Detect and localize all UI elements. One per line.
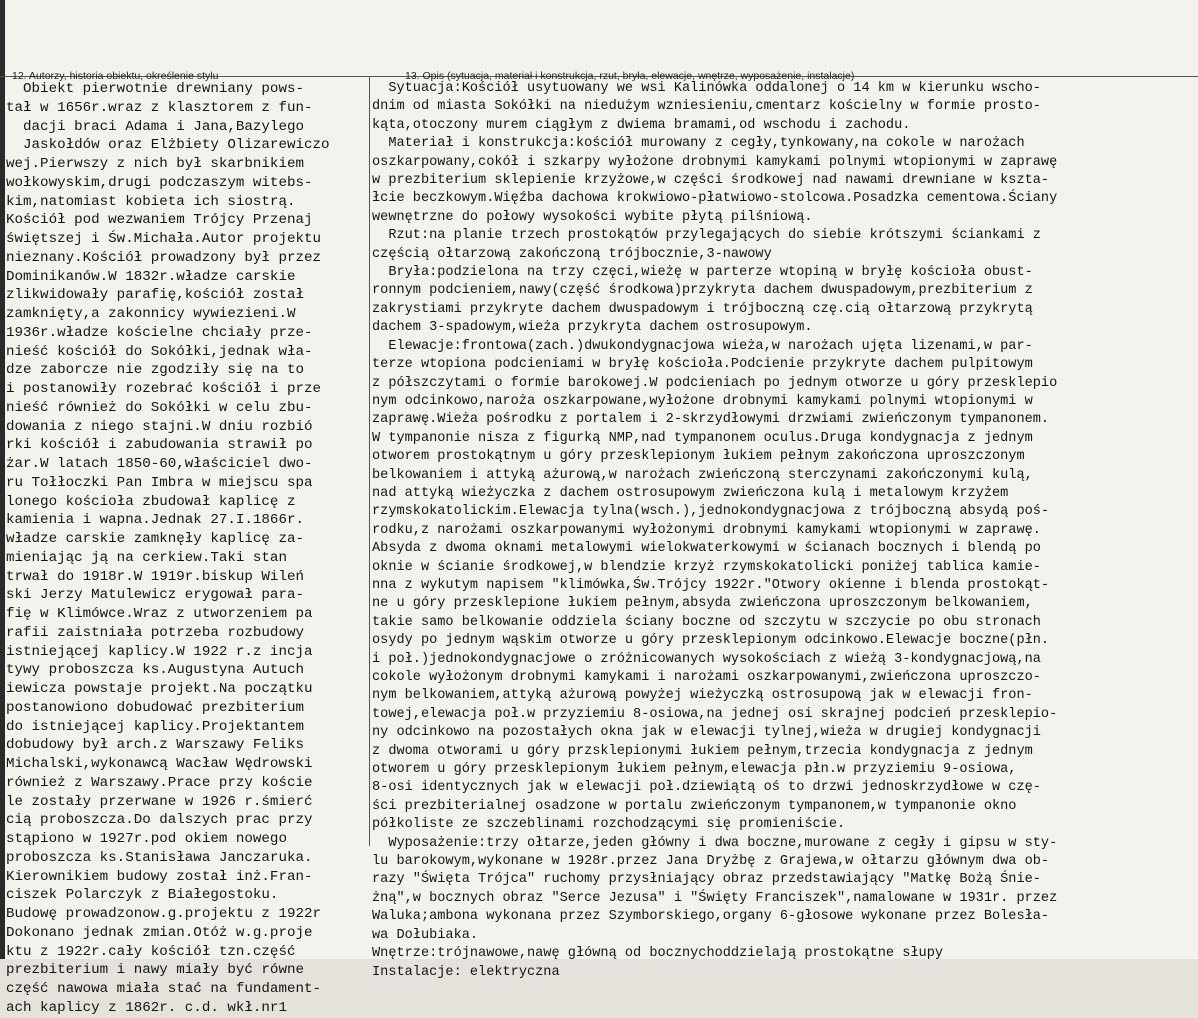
- description-text-line: Materiał i konstrukcja:kościół murowany z cegły,tynkowany,na cokole w narożach: [372, 136, 1025, 152]
- history-text-line: stąpiono w 1927r.pod okiem nowego: [6, 831, 287, 847]
- history-column: [6, 80, 330, 1018]
- description-text-line: kąta,otoczony murem ciągłym z dwiema bramami,od wschodu i zachodu.: [372, 117, 911, 133]
- description-text-line: w prezbiterium sklepienie krzyżowe,w części środkowej nad nawami drewniane w kszta-: [372, 173, 1050, 189]
- history-text-line: kim,natomiast kobieta ich siostrą.: [6, 193, 296, 210]
- description-text-line: Waluka;ambona wykonana przez Szymborskiego,organy 6-głosowe wykonane przez Bolesła-: [372, 909, 1050, 925]
- history-text-line: le zostały przerwane w 1926 r.śmierć: [6, 793, 313, 810]
- history-text-line: żar.W latach 1850-60,właściciel dwo-: [6, 456, 313, 472]
- history-text-line: Kościół pod wezwaniem Trójcy Przenaj: [6, 212, 313, 229]
- history-text-line: nieść również do Sokółki w celu zbu-: [6, 399, 313, 416]
- description-text-line: otworem u góry przesklepionym łukiem pełnym,elewacja płn.w przyziemiu 9-osiowa,: [372, 762, 1017, 778]
- description-text-line: Absyda z dwoma oknami metalowymi wielokwaterkowymi w ścianach bocznych i blendą po: [372, 541, 1041, 557]
- history-text-line: część nawowa miała stać na fundament-: [6, 981, 322, 997]
- description-text-line: nym odcinkowo,naroża oszkarpowane,wyłożone drobnymi kamykami polnymi wtopionymi w: [372, 393, 1033, 409]
- description-text-line: i poł.)jednokondygnacjowe o zróżnicowanych wysokościach z wieżą 3-kondygnacjową,na: [372, 651, 1041, 667]
- history-text-line: lonego kościoła zbudował kaplicę z: [6, 493, 296, 510]
- history-text-line: władze carskie zamknęły kaplicę za-: [6, 531, 304, 547]
- description-text-line: osydy po jednym wąskim otworze u góry przesklepionym odcinkowo.Elewacje boczne(płn.: [372, 633, 1050, 649]
- history-text-line: dobudowy był arch.z Warszawy Feliks: [6, 737, 304, 754]
- history-text-line: Dokonano jednak zmian.Otóż w.g.proje: [6, 924, 313, 941]
- description-text-line: otworem prostokątnym u góry przesklepionym łukiem pełnym zakończona uproszczonym: [372, 449, 1025, 465]
- history-text-line: Kierownikiem budowy został inż.Fran-: [6, 868, 313, 885]
- description-text-line: częścią ołtarzową zakończoną trójbocznie,3-nawowy: [372, 246, 772, 262]
- history-text-line: wej.Pierwszy z nich był skarbnikiem: [6, 156, 304, 172]
- history-text-line: rki kościół i zabudowania strawił po: [6, 437, 313, 454]
- history-text-line: świętszej i Św.Michała.Autor projektu: [6, 231, 322, 247]
- description-text-line: takie samo belkowanie oddziela ściany boczne od szczytu w szczycie po obu stronach: [372, 614, 1041, 630]
- history-text-line: prezbiterium i nawy miały być równe: [6, 962, 304, 979]
- history-text-line: ciszek Polarczyk z Białegostoku.: [6, 887, 279, 904]
- description-text-line: ści prezbiterialnej osadzone w portalu zwieńczonym tympanonem,w tympanonie okno: [372, 798, 1017, 814]
- history-text-line: mieniając ją na cerkiew.Taki stan: [6, 549, 287, 566]
- history-text-line: ski Jerzy Matulewicz erygował para-: [6, 587, 304, 604]
- description-text-line: nna z wykutym napisem "klimówka,Św.Trójcy 1922r."Otwory okienne i blenda prostokąt-: [372, 577, 1050, 593]
- description-text-line: cokole wyłożonym drobnymi kamykami i narożami oszkarpowanymi,zwieńczona uproszczo-: [372, 670, 1041, 685]
- description-text-line: półkoliste ze szczeblinami rozchodzącymi się promieniście.: [372, 817, 846, 833]
- description-text-line: nad attyką wieżyczka z dachem ostrosupowym zwieńczona kulą i metalowym krzyżem: [372, 485, 1009, 501]
- history-text-line: Dominikanów.W 1832r.władze carskie: [6, 268, 296, 285]
- field-header-13: 13. Opis (sytuacja, materiał i konstrukcja, rzut, bryła, elewacje, wnętrze, wyposażenie, instalacje): [405, 70, 855, 82]
- history-text-line: nieść kościół do Sokółki,jednak wła-: [6, 343, 313, 360]
- history-text-line: zamknięty,a zakonnicy wywiezieni.W: [6, 306, 296, 322]
- description-text-line: razy "Święta Trójca" ruchomy przysłniający obraz przedstawiający "Matkę Bożą Śnie-: [372, 872, 1041, 888]
- history-text-line: fię w Klimówce.Wraz z utworzeniem pa: [6, 606, 313, 622]
- description-text-line: belkowaniem i attyką ażurową,w narożach zwieńczoną sterczynami zakończonymi kulą,: [372, 467, 1033, 483]
- history-text-line: Obiekt pierwotnie drewniany pows-: [6, 81, 304, 97]
- description-text-line: towej,elewacja poł.w przyziemiu 8-osiowa,na jednej osi skrajnej podcień przesklepio-: [372, 706, 1058, 722]
- column-divider: [369, 76, 370, 846]
- description-text-line: ronnym podcieniem,nawy(część środkowa)przykryta dachem dwuspadowym,prezbiterium z: [372, 283, 1033, 299]
- scan-border: [0, 0, 5, 959]
- history-text-line: proboszcza ks.Stanisława Janczaruka.: [6, 849, 313, 866]
- history-text-line: postanowiono dobudować prezbiterium: [6, 699, 304, 716]
- history-text-line: nieznany.Kościół prowadzony był przez: [6, 249, 322, 266]
- history-text-line: zlikwidowały parafię,kościół został: [6, 287, 304, 304]
- description-text-line: Elewacje:frontowa(zach.)dwukondygnacjowa wieża,w narożach ujęta lizenami,w par-: [372, 338, 1033, 354]
- description-text-line: oszkarpowany,cokół i szkarpy wyłożone drobnymi kamykami polnymi wtopionymi w zaprawę: [372, 154, 1058, 170]
- description-text-line: wa Dołubiaka.: [372, 927, 479, 943]
- history-text-line: dacji braci Adama i Jana,Bazylego: [6, 118, 304, 135]
- description-text-line: ne u góry przesklepione łukiem pełnym,absyda zwieńczona uproszczonym belkowaniem,: [372, 596, 1033, 612]
- history-text-line: Michalski,wykonawcą Wacław Wędrowski: [6, 756, 313, 772]
- description-text-line: z dwoma otworami u góry przsklepionymi łukiem pełnym,trzecia kondygnacja z jednym: [372, 743, 1033, 759]
- history-text-line: istniejącej kaplicy.W 1922 r.z incja: [6, 643, 313, 660]
- description-text-line: Wnętrze:trójnawowe,nawę główną od bocznychoddzielają prostokątne słupy: [372, 946, 944, 962]
- description-text-line: nym belkowaniem,attyką ażurową powyżej wieżyczką ostrosupową jak w elewacji fron-: [372, 688, 1033, 704]
- description-text-line: 8-osi identycznych jak w elewacji poł.dziewiątą oś to drzwi jednoskrzydłowe w czę-: [372, 780, 1041, 796]
- history-text-line: 1936r.władze kościelne chciały prze-: [6, 324, 313, 341]
- history-text-line: ru Tołłoczki Pan Imbra w miejscu spa: [6, 474, 313, 491]
- description-text-line: oknie w ścianie środkowej,w blendzie krzyż rzymskokatolicki poniżej tablica kamie-: [372, 559, 1041, 575]
- description-text-line: W tympanonie nisza z figurką NMP,nad tympanonem oculus.Druga kondygnacja z jednym: [372, 430, 1033, 446]
- description-text-line: Bryła:podzielona na trzy częci,wieżę w parterze wtopiną w bryłę kościoła obust-: [372, 265, 1033, 281]
- field-header-12: 12. Autorzy, historia obiektu, określenie stylu: [12, 70, 219, 82]
- history-text-line: dze zaborcze nie zgodziły się na to: [6, 362, 304, 379]
- description-text-line: zakrystiami przykryte dachem dwuspadowym i trójboczną czę.cią ołtarzową przykrytą: [372, 301, 1033, 317]
- history-text-line: tał w 1656r.wraz z klasztorem z fun-: [6, 99, 313, 116]
- description-text-line: Rzut:na planie trzech prostokątów przylegających do siebie krótszymi ściankami z: [372, 228, 1041, 244]
- description-column: [372, 80, 1057, 982]
- history-text-line: cią proboszcza.Do dalszych prac przy: [6, 812, 313, 829]
- history-text-line: ktu z 1922r.cały kościół tzn.część: [6, 943, 296, 960]
- description-text-line: z półszczytami o formie barokowej.W podcieniach po jednym otworze u góry przesklepio: [372, 375, 1058, 391]
- history-text-line: kamienia i wapna.Jednak 27.I.1866r.: [6, 512, 304, 529]
- description-text-line: wewnętrzne do połowy wysokości wybite płytą pilśniową.: [372, 209, 813, 225]
- description-text-line: Instalacje: elektryczna: [372, 964, 560, 980]
- history-text-line: trwał do 1918r.W 1919r.biskup Wileń: [6, 568, 304, 585]
- description-text-line: dnim od miasta Sokółki na niedużym wzniesieniu,cmentarz kościelny w formie prosto-: [372, 99, 1041, 115]
- description-text-line: dachem 3-spadowym,wieża przykryta dachem ostrosupowym.: [372, 320, 813, 336]
- history-text-line: i postanowiły rozebrać kościół i prze: [6, 381, 322, 397]
- description-text-line: łcie beczkowym.Więźba dachowa krokwiowo-płatwiowo-stolcowa.Posadzka cementowa.Ściany: [372, 191, 1058, 207]
- history-text-line: iewicza powstaje projekt.Na początku: [6, 681, 313, 697]
- history-text-line: również z Warszawy.Prace przy koście: [6, 774, 313, 791]
- history-text-line: Budowę prowadzonow.g.projektu z 1922r: [6, 906, 322, 922]
- description-text-line: żną",w bocznych obraz "Serce Jezusa" i "Święty Franciszek",namalowane w 1931r. przez: [372, 890, 1058, 906]
- history-text-line: Jaskołdów oraz Elżbiety Olizarewiczo: [6, 137, 330, 154]
- description-text-line: ny odcinkowo na pozostałych okna jak w elewacji tylnej,wieża w drugiej kondygnacji: [372, 725, 1041, 741]
- history-text-line: tywy proboszcza ks.Augustyna Autuch: [6, 662, 304, 679]
- description-text-line: rzymskokatolickim.Elewacja tylna(wsch.),jednokondygnacjowa z trójboczną absydą poś-: [372, 504, 1050, 520]
- description-text-line: zaprawę.Wieża pośrodku z portalem i 2-skrzydłowymi drzwiami zwieńczonym tympanonem.: [372, 412, 1050, 428]
- description-text-line: lu barokowym,wykonane w 1928r.przez Jana Dryżbę z Grajewa,w ołtarzu głównym dwa ob-: [372, 854, 1050, 870]
- description-text-line: Sytuacja:Kościół usytuowany we wsi Kalinówka oddalonej o 14 km w kierunku wscho-: [372, 81, 1041, 96]
- history-text-line: do istniejącej kaplicy.Projektantem: [6, 718, 304, 735]
- history-text-line: ach kaplicy z 1862r. c.d. wkł.nr1: [6, 999, 287, 1016]
- history-text-line: rafii zaistniała potrzeba rozbudowy: [6, 624, 304, 641]
- history-text-line: dowania z niego stajni.W dniu rozbió: [6, 418, 313, 435]
- description-text-line: terze wtopiona podcieniami w bryłę kościoła.Podcienie przykryte dachem pulpitowym: [372, 357, 1033, 373]
- description-text-line: Wyposażenie:trzy ołtarze,jeden główny i dwa boczne,murowane z cegły i gipsu w sty-: [372, 835, 1058, 851]
- history-text-line: wołkowyskim,drugi podczaszym witebs-: [6, 174, 313, 191]
- description-text-line: rodku,z narożami oszkarpowanymi wyłożonymi drobnymi kamykami wtopionymi w zaprawę.: [372, 522, 1041, 538]
